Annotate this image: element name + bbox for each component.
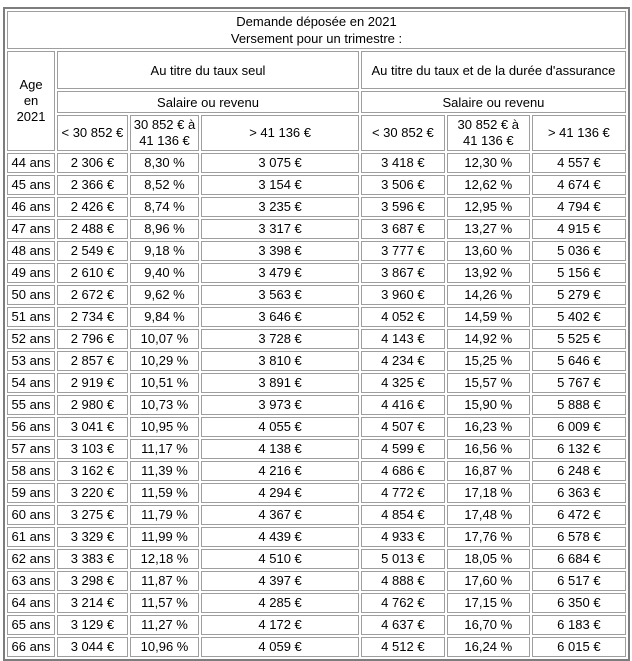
- age-cell: 62 ans: [7, 549, 55, 569]
- value-cell: 4 510 €: [201, 549, 359, 569]
- value-cell: 16,70 %: [447, 615, 530, 635]
- value-cell: 4 416 €: [361, 395, 445, 415]
- value-cell: 2 549 €: [57, 241, 128, 261]
- table-row: [7, 285, 626, 305]
- value-cell: 17,60 %: [447, 571, 530, 591]
- title-line-2: Versement pour un trimestre :: [230, 31, 403, 46]
- value-cell: 3 596 €: [361, 197, 445, 217]
- value-cell: 4 933 €: [361, 527, 445, 547]
- table-row: [7, 219, 626, 239]
- value-cell: 10,96 %: [130, 637, 200, 657]
- table-row: [7, 483, 626, 503]
- age-cell: 60 ans: [7, 505, 55, 525]
- subheader-salaire-2: Salaire ou revenu: [361, 91, 626, 113]
- value-cell: 4 439 €: [201, 527, 359, 547]
- value-cell: 4 055 €: [201, 417, 359, 437]
- age-cell: 58 ans: [7, 461, 55, 481]
- value-cell: 10,29 %: [130, 351, 200, 371]
- value-cell: 12,95 %: [447, 197, 530, 217]
- value-cell: 4 854 €: [361, 505, 445, 525]
- value-cell: 4 794 €: [532, 197, 626, 217]
- age-cell: 53 ans: [7, 351, 55, 371]
- age-cell: 47 ans: [7, 219, 55, 239]
- value-cell: 9,18 %: [130, 241, 200, 261]
- pension-buyback-table: [3, 7, 630, 661]
- value-cell: 4 599 €: [361, 439, 445, 459]
- table-row: [7, 593, 626, 613]
- value-cell: 3 383 €: [57, 549, 128, 569]
- value-cell: 4 888 €: [361, 571, 445, 591]
- table-row: [7, 439, 626, 459]
- value-cell: 6 350 €: [532, 593, 626, 613]
- value-cell: 3 777 €: [361, 241, 445, 261]
- value-cell: 3 129 €: [57, 615, 128, 635]
- value-cell: 4 059 €: [201, 637, 359, 657]
- age-column-header: Age en 2021: [7, 51, 55, 151]
- value-cell: 3 398 €: [201, 241, 359, 261]
- age-cell: 46 ans: [7, 197, 55, 217]
- table-row: [7, 351, 626, 371]
- value-cell: 6 363 €: [532, 483, 626, 503]
- value-cell: 3 214 €: [57, 593, 128, 613]
- value-cell: 5 888 €: [532, 395, 626, 415]
- age-cell: 44 ans: [7, 153, 55, 173]
- table-row: [7, 241, 626, 261]
- value-cell: 6 248 €: [532, 461, 626, 481]
- value-cell: 6 183 €: [532, 615, 626, 635]
- value-cell: 3 479 €: [201, 263, 359, 283]
- value-cell: 4 772 €: [361, 483, 445, 503]
- value-cell: 11,17 %: [130, 439, 200, 459]
- value-cell: 13,92 %: [447, 263, 530, 283]
- value-cell: 8,74 %: [130, 197, 200, 217]
- value-cell: 11,79 %: [130, 505, 200, 525]
- value-cell: 6 684 €: [532, 549, 626, 569]
- age-cell: 45 ans: [7, 175, 55, 195]
- age-cell: 51 ans: [7, 307, 55, 327]
- value-cell: 3 329 €: [57, 527, 128, 547]
- value-cell: 14,92 %: [447, 329, 530, 349]
- range-header-lt-2: < 30 852 €: [361, 115, 445, 151]
- age-cell: 50 ans: [7, 285, 55, 305]
- value-cell: 3 960 €: [361, 285, 445, 305]
- table-row: [7, 615, 626, 635]
- value-cell: 9,40 %: [130, 263, 200, 283]
- value-cell: 3 220 €: [57, 483, 128, 503]
- age-cell: 56 ans: [7, 417, 55, 437]
- value-cell: 4 285 €: [201, 593, 359, 613]
- value-cell: 4 172 €: [201, 615, 359, 635]
- age-cell: 55 ans: [7, 395, 55, 415]
- value-cell: 3 891 €: [201, 373, 359, 393]
- value-cell: 16,56 %: [447, 439, 530, 459]
- value-cell: 3 506 €: [361, 175, 445, 195]
- value-cell: 17,76 %: [447, 527, 530, 547]
- value-cell: 11,87 %: [130, 571, 200, 591]
- value-cell: 12,30 %: [447, 153, 530, 173]
- value-cell: 10,51 %: [130, 373, 200, 393]
- value-cell: 16,87 %: [447, 461, 530, 481]
- value-cell: 4 557 €: [532, 153, 626, 173]
- value-cell: 4 216 €: [201, 461, 359, 481]
- subheader-salaire-1: Salaire ou revenu: [57, 91, 359, 113]
- age-cell: 54 ans: [7, 373, 55, 393]
- range-header-lt-1: < 30 852 €: [57, 115, 128, 151]
- table-row: [7, 417, 626, 437]
- value-cell: 10,95 %: [130, 417, 200, 437]
- table-row: [7, 263, 626, 283]
- value-cell: 5 525 €: [532, 329, 626, 349]
- value-cell: 3 563 €: [201, 285, 359, 305]
- value-cell: 16,24 %: [447, 637, 530, 657]
- value-cell: 2 857 €: [57, 351, 128, 371]
- value-cell: 5 156 €: [532, 263, 626, 283]
- value-cell: 3 317 €: [201, 219, 359, 239]
- value-cell: 8,30 %: [130, 153, 200, 173]
- table-row: [7, 571, 626, 591]
- value-cell: 4 512 €: [361, 637, 445, 657]
- value-cell: 2 919 €: [57, 373, 128, 393]
- range-header-mid-2: 30 852 € à 41 136 €: [447, 115, 530, 151]
- value-cell: 17,18 %: [447, 483, 530, 503]
- value-cell: 4 138 €: [201, 439, 359, 459]
- range-header-row: [7, 115, 626, 151]
- range-header-mid-1: 30 852 € à 41 136 €: [130, 115, 200, 151]
- value-cell: 3 154 €: [201, 175, 359, 195]
- value-cell: 3 810 €: [201, 351, 359, 371]
- value-cell: 12,18 %: [130, 549, 200, 569]
- value-cell: 5 767 €: [532, 373, 626, 393]
- age-cell: 66 ans: [7, 637, 55, 657]
- value-cell: 4 325 €: [361, 373, 445, 393]
- range-header-gt-1: > 41 136 €: [201, 115, 359, 151]
- title-line-1: Demande déposée en 2021: [236, 14, 397, 29]
- value-cell: 11,59 %: [130, 483, 200, 503]
- table-row: [7, 329, 626, 349]
- value-cell: 4 143 €: [361, 329, 445, 349]
- value-cell: 3 646 €: [201, 307, 359, 327]
- value-cell: 12,62 %: [447, 175, 530, 195]
- age-cell: 48 ans: [7, 241, 55, 261]
- age-cell: 49 ans: [7, 263, 55, 283]
- value-cell: 3 162 €: [57, 461, 128, 481]
- table-row: [7, 395, 626, 415]
- age-cell: 61 ans: [7, 527, 55, 547]
- value-cell: 4 397 €: [201, 571, 359, 591]
- value-cell: 3 275 €: [57, 505, 128, 525]
- value-cell: 2 426 €: [57, 197, 128, 217]
- group-header-taux-duree: Au titre du taux et de la durée d'assurance: [361, 51, 626, 89]
- title-row: [7, 11, 626, 49]
- value-cell: 14,26 %: [447, 285, 530, 305]
- value-cell: 8,52 %: [130, 175, 200, 195]
- value-cell: 5 646 €: [532, 351, 626, 371]
- value-cell: 4 367 €: [201, 505, 359, 525]
- value-cell: 17,15 %: [447, 593, 530, 613]
- table-row: [7, 461, 626, 481]
- subheader-row: [7, 91, 626, 113]
- value-cell: 8,96 %: [130, 219, 200, 239]
- value-cell: 2 366 €: [57, 175, 128, 195]
- value-cell: 2 488 €: [57, 219, 128, 239]
- value-cell: 9,62 %: [130, 285, 200, 305]
- value-cell: 15,90 %: [447, 395, 530, 415]
- value-cell: 3 973 €: [201, 395, 359, 415]
- table-body: [7, 153, 626, 657]
- value-cell: 6 472 €: [532, 505, 626, 525]
- age-cell: 52 ans: [7, 329, 55, 349]
- value-cell: 10,73 %: [130, 395, 200, 415]
- value-cell: 11,99 %: [130, 527, 200, 547]
- age-cell: 63 ans: [7, 571, 55, 591]
- range-header-gt-2: > 41 136 €: [532, 115, 626, 151]
- value-cell: 6 015 €: [532, 637, 626, 657]
- age-cell: 65 ans: [7, 615, 55, 635]
- value-cell: 15,57 %: [447, 373, 530, 393]
- value-cell: 11,39 %: [130, 461, 200, 481]
- value-cell: 3 298 €: [57, 571, 128, 591]
- value-cell: 6 132 €: [532, 439, 626, 459]
- value-cell: 4 762 €: [361, 593, 445, 613]
- value-cell: 2 672 €: [57, 285, 128, 305]
- table-row: [7, 373, 626, 393]
- value-cell: 3 235 €: [201, 197, 359, 217]
- table-header: [7, 11, 626, 151]
- value-cell: 3 867 €: [361, 263, 445, 283]
- value-cell: 2 796 €: [57, 329, 128, 349]
- value-cell: 3 044 €: [57, 637, 128, 657]
- value-cell: 6 517 €: [532, 571, 626, 591]
- value-cell: 3 041 €: [57, 417, 128, 437]
- table-row: [7, 637, 626, 657]
- value-cell: 17,48 %: [447, 505, 530, 525]
- group-header-taux-seul: Au titre du taux seul: [57, 51, 359, 89]
- age-cell: 64 ans: [7, 593, 55, 613]
- value-cell: 5 013 €: [361, 549, 445, 569]
- value-cell: 4 915 €: [532, 219, 626, 239]
- value-cell: 4 637 €: [361, 615, 445, 635]
- age-cell: 59 ans: [7, 483, 55, 503]
- value-cell: 3 687 €: [361, 219, 445, 239]
- value-cell: 3 103 €: [57, 439, 128, 459]
- value-cell: 6 009 €: [532, 417, 626, 437]
- table-row: [7, 505, 626, 525]
- table-row: [7, 197, 626, 217]
- value-cell: 4 294 €: [201, 483, 359, 503]
- value-cell: 14,59 %: [447, 307, 530, 327]
- table-row: [7, 153, 626, 173]
- value-cell: 5 279 €: [532, 285, 626, 305]
- value-cell: 4 674 €: [532, 175, 626, 195]
- table-title: [7, 11, 626, 49]
- age-cell: 57 ans: [7, 439, 55, 459]
- value-cell: 3 418 €: [361, 153, 445, 173]
- value-cell: 4 052 €: [361, 307, 445, 327]
- value-cell: 5 036 €: [532, 241, 626, 261]
- value-cell: 18,05 %: [447, 549, 530, 569]
- table-row: [7, 527, 626, 547]
- value-cell: 5 402 €: [532, 307, 626, 327]
- value-cell: 4 507 €: [361, 417, 445, 437]
- table-row: [7, 549, 626, 569]
- value-cell: 11,27 %: [130, 615, 200, 635]
- value-cell: 11,57 %: [130, 593, 200, 613]
- value-cell: 15,25 %: [447, 351, 530, 371]
- value-cell: 3 075 €: [201, 153, 359, 173]
- table-row: [7, 307, 626, 327]
- value-cell: 2 610 €: [57, 263, 128, 283]
- value-cell: 2 980 €: [57, 395, 128, 415]
- value-cell: 2 306 €: [57, 153, 128, 173]
- value-cell: 6 578 €: [532, 527, 626, 547]
- group-header-row: [7, 51, 626, 89]
- value-cell: 13,60 %: [447, 241, 530, 261]
- value-cell: 9,84 %: [130, 307, 200, 327]
- value-cell: 13,27 %: [447, 219, 530, 239]
- value-cell: 10,07 %: [130, 329, 200, 349]
- value-cell: 2 734 €: [57, 307, 128, 327]
- value-cell: 4 234 €: [361, 351, 445, 371]
- value-cell: 3 728 €: [201, 329, 359, 349]
- table-row: [7, 175, 626, 195]
- value-cell: 4 686 €: [361, 461, 445, 481]
- value-cell: 16,23 %: [447, 417, 530, 437]
